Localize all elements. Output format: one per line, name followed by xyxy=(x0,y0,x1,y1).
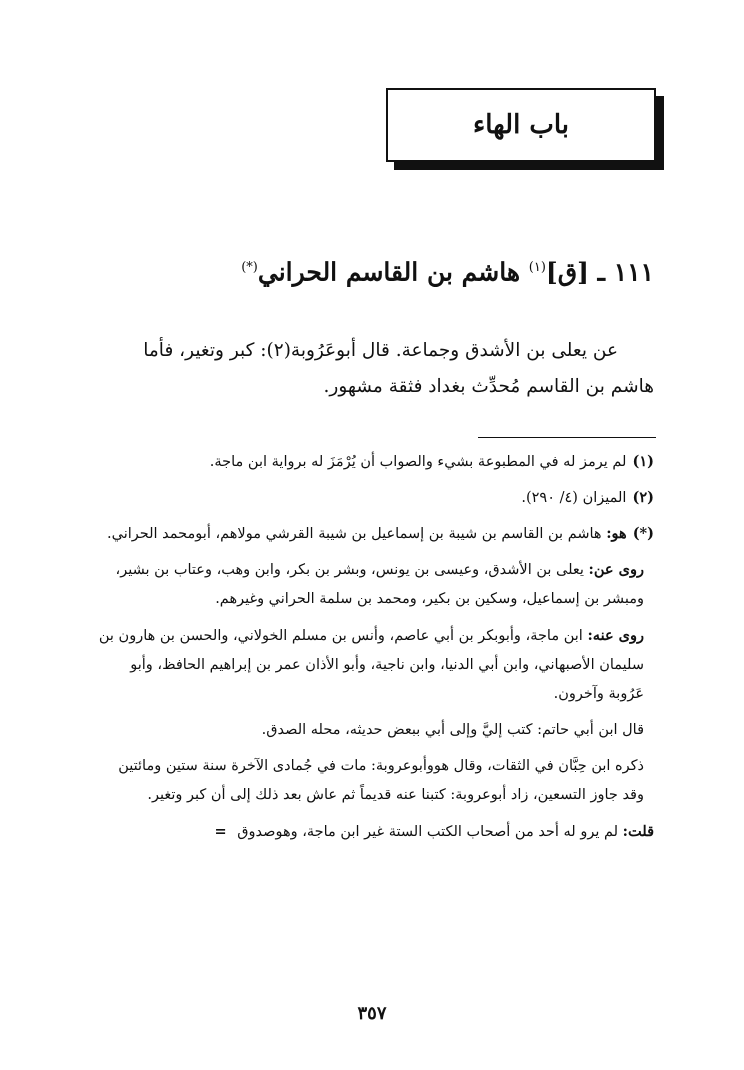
footnote-divider xyxy=(478,437,656,438)
narrated-from-block xyxy=(94,555,654,614)
entry-name-ref: (*) xyxy=(241,260,258,275)
ibn-hibban-note: ذكره ابن حِبَّان في الثقات، وقال هووأبوعروبة: مات في جُمادى الآخرة سنة ستين ومائتين وقد جاوز التسعين، زاد أبوعروبة: كتبنا عنه قديماً ثم عاش بعد ذلك إلى أن كبر وتغير. xyxy=(118,758,644,803)
narrated-by-label: روى عنه: xyxy=(587,627,644,644)
footnote-star-number: (*) xyxy=(632,525,654,542)
footnote-1-text: لم يرمز له في المطبوعة بشيء والصواب أن يُرْمَزَ له برواية ابن ماجة. xyxy=(209,454,627,470)
continuation-mark: = xyxy=(214,823,227,840)
entry-code-ref: (١) xyxy=(528,260,546,275)
main-text xyxy=(100,333,654,405)
entry-number: ١١١ ـ xyxy=(597,257,654,287)
main-paragraph: عن يعلى بن الأشدق وجماعة. قال أبوعَرُوبة(٢): كبر وتغير، فأما هاشم بن القاسم مُحدِّث بغداد فثقة مشهور. xyxy=(143,340,654,397)
footnote-star-text: هاشم بن القاسم بن شيبة بن إسماعيل بن شيبة القرشي مولاهم، أبومحمد الحراني. xyxy=(107,526,602,542)
narrated-by-text: ابن ماجة، وأبوبكر بن أبي عاصم، وأنس بن مسلم الخولاني، والحسن بن هارون بن سليمان الأصبهاني، وابن أبي الدنيا، وابن ناجية، وأبو الأذان عمر بن إبراهيم الحافظ، وأبو عَرُوبة وآخرون. xyxy=(98,628,644,702)
footnote-2-number: (٢) xyxy=(632,489,654,506)
narrated-by-block xyxy=(94,621,654,709)
ibn-abi-hatim-note: قال ابن أبي حاتم: كتب إليَّ وإلى أبي ببعض حديثه، محله الصدق. xyxy=(261,722,644,738)
entry-name: هاشم بن القاسم الحراني xyxy=(257,257,521,287)
author-note-text: لم يرو له أحد من أصحاب الكتب الستة غير ابن ماجة، وهوصدوق xyxy=(237,824,619,840)
author-note-label: قلت: xyxy=(622,823,654,840)
chapter-title-box xyxy=(386,88,656,162)
page-number: ٣٥٧ xyxy=(357,1003,387,1024)
author-note xyxy=(94,817,654,847)
footnote-star xyxy=(94,519,654,549)
entry-heading xyxy=(90,250,654,290)
footnote-2 xyxy=(94,483,654,513)
footnote-1-number: (١) xyxy=(632,453,654,470)
chapter-title: باب الهاء xyxy=(473,110,569,140)
footnote-1 xyxy=(94,447,654,477)
footnote-star-label: هو: xyxy=(606,525,627,542)
entry-code: [ق] xyxy=(545,257,589,287)
narrated-from-text: يعلى بن الأشدق، وعيسى بن يونس، وبشر بن بكر، وابن وهب، وعتاب بن بشير، ومبشر بن إسماعيل، وسكين بن بكير، ومحمد بن سلمة الحراني وغيرهم. xyxy=(115,562,644,607)
footnote-2-text: الميزان (٤/ ٢٩٠). xyxy=(521,490,627,506)
footnotes-section xyxy=(94,447,654,847)
narrated-from-label: روى عن: xyxy=(588,561,644,578)
